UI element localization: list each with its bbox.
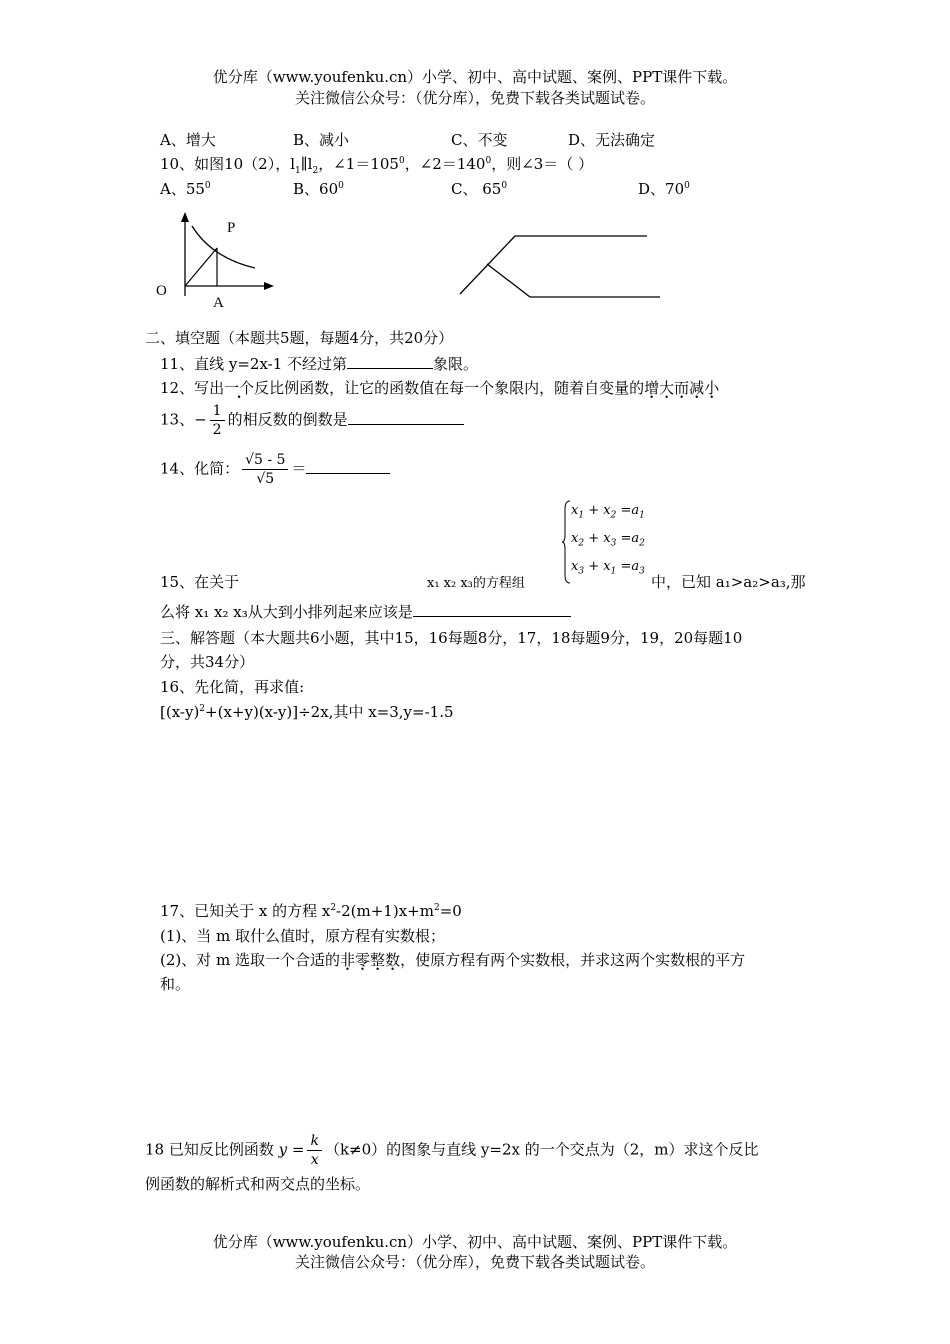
label-p: P (227, 220, 236, 236)
q17-emph: 非零整数 (340, 951, 401, 969)
q11: 11、直线 y=2x-1 不经过第 象限。 (160, 355, 479, 373)
q15-line2: 么将 x₁ x₂ x₃从大到小排列起来应该是 (160, 601, 571, 622)
header-line-1: 优分库（www.youfenku.cn）小学、初中、高中试题、案例、PPT课件下载。 (212, 68, 738, 86)
section3-line-2: 分，共34分） (160, 653, 255, 671)
q14-fraction: $\frac{√5 - 5}{√5}$ (242, 451, 288, 488)
q13: 13、− $\frac{1}{2}$ 的相反数的倒数是 (160, 402, 464, 439)
q13-fraction: $\frac{1}{2}$ (210, 402, 225, 439)
inverse-function-figure (150, 208, 290, 313)
q12-emph-2: 增大而减小 (644, 379, 720, 397)
q10-option-d: D、$70^0$ (638, 180, 690, 198)
q13-answer-blank[interactable] (348, 410, 464, 425)
q16-title: 16、先化简，再求值: (160, 678, 305, 696)
q15-answer-blank[interactable] (413, 602, 571, 617)
q17-part-2-cont: 和。 (160, 975, 191, 993)
hyperbola-curve (192, 226, 255, 268)
q14: 14、化简： $\frac{√5 - 5}{√5}$ ＝ (160, 451, 390, 488)
q15-equation-system (562, 499, 650, 585)
q16-expression: $[(x-y)^2+(x+y)(x-y)]\div 2x$,其中 x=3,y=-1.5 (160, 703, 454, 721)
label-o: O (156, 283, 167, 299)
footer-line-2: 关注微信公众号：（优分库），免费下载各类试题试卷。 (294, 1253, 655, 1271)
q10-option-c: C、 $65^0$ (451, 180, 508, 198)
transversal-lower (487, 264, 530, 297)
q18: 18 已知反比例函数 y = $\frac{k}{x}$ （k≠0）的图象与直线 y=2x 的一个交点为（2，m）求这个反比 (145, 1133, 759, 1168)
q18-fraction: $\frac{k}{x}$ (307, 1132, 321, 1169)
label-a: A (213, 295, 224, 311)
q9-option-b: B、减小 (293, 131, 350, 149)
q10-option-a: A、$55^0$ (160, 180, 211, 198)
q18-line-2: 例函数的解析式和两交点的坐标。 (145, 1175, 371, 1193)
footer-line-1: 优分库（www.youfenku.cn）小学、初中、高中试题、案例、PPT课件下载。 (212, 1233, 738, 1251)
parallel-lines-figure (455, 230, 665, 300)
q15-after: 中，已知 a₁>a₂>a₃,那 (651, 573, 806, 591)
system-row-2: $x_2 + x_3 =a_2$ (571, 531, 645, 549)
q17-part-2: (2)、对 m 选取一个合适的非零整数，使原方程有两个实数根，并求这两个实数根的平方 (160, 951, 746, 969)
q10-option-b: B、$60^0$ (293, 180, 344, 198)
q9-option-c: C、不变 (451, 131, 508, 149)
q17-part-1: (1)、当 m 取什么值时，原方程有实数根； (160, 927, 446, 945)
x-axis-arrow (264, 282, 274, 290)
system-row-3: $x_3 + x_1 =a_3$ (571, 559, 645, 577)
q14-answer-blank[interactable] (306, 459, 390, 474)
q11-answer-blank[interactable] (347, 354, 433, 369)
q9-option-a: A、增大 (160, 131, 216, 149)
q12-emph-1: 一个 (224, 379, 255, 397)
y-axis-arrow (181, 212, 189, 222)
q10-stem: 10、如图10（2），$l_1\parallel l_2$，$\angle 1=105^0$，$\angle 2=140^0$，则∠3＝（ ） (160, 155, 594, 176)
q17-title: 17、已知关于 x 的方程 $x^2-2(m+1)x+m^2=0$ (160, 902, 462, 920)
q15-prefix: 15、在关于 (160, 573, 240, 591)
system-row-1: $x_1 + x_2 =a_1$ (571, 503, 645, 521)
q15-vars: x₁ x₂ x₃的方程组 (427, 576, 525, 591)
header-line-2: 关注微信公众号：（优分库），免费下载各类试题试卷。 (294, 89, 655, 107)
section2-title: 二、填空题（本题共5题，每题4分，共20分） (145, 329, 454, 347)
q12: 12、写出一个反比例函数，让它的函数值在每一个象限内，随着自变量的增大而减小 (160, 379, 720, 397)
section3-line-1: 三、解答题（本大题共6小题，其中15，16每题8分，17，18每题9分，19，20每题10 (160, 629, 743, 647)
segment-op (185, 248, 217, 286)
q9-option-d: D、无法确定 (568, 131, 656, 149)
